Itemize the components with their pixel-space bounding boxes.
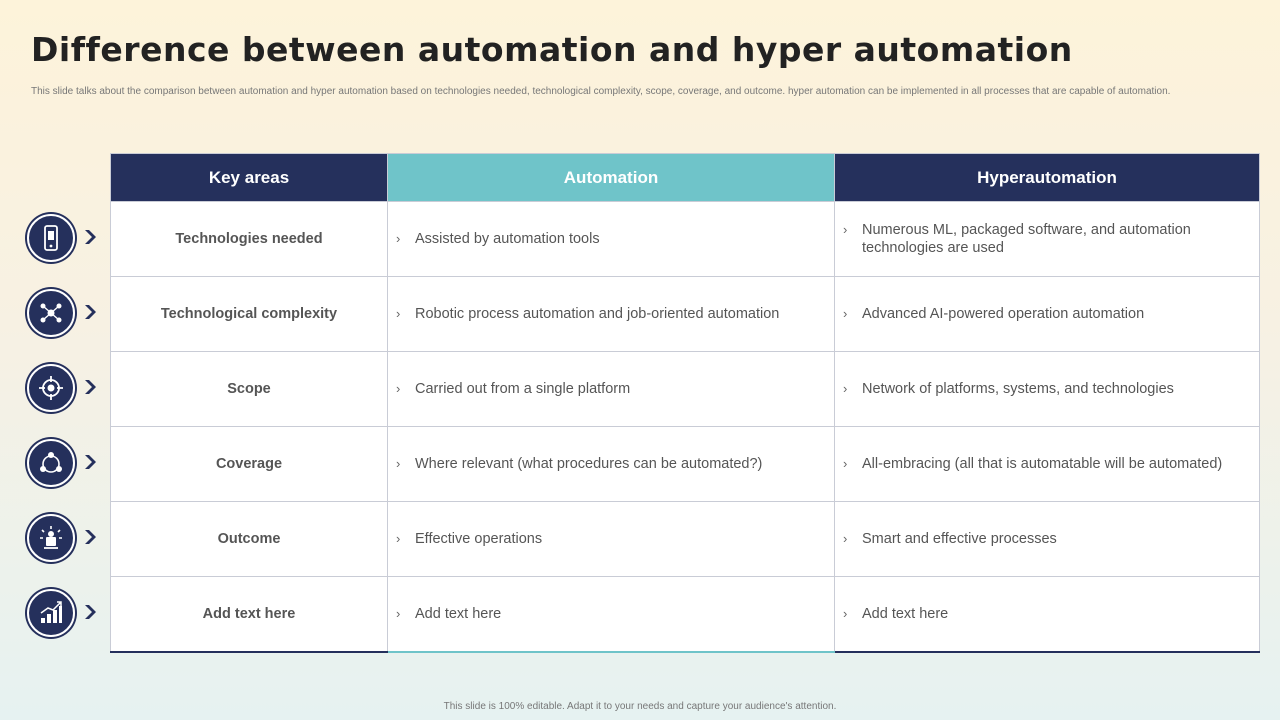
bullet-icon: › xyxy=(396,531,401,546)
hyperautomation-cell xyxy=(835,577,1260,653)
automation-text: Where relevant (what procedures can be automated?) xyxy=(415,456,763,472)
header-automation: Automation xyxy=(388,154,835,202)
chevron-right-icon xyxy=(83,379,97,395)
hyperautomation-cell xyxy=(835,202,1260,277)
page-title: Difference between automation and hyper automation xyxy=(31,30,1073,69)
hyperautomation-cell xyxy=(835,352,1260,427)
mobile-app-icon xyxy=(27,214,75,262)
table-row xyxy=(111,277,1260,352)
hyperautomation-cell xyxy=(835,277,1260,352)
icon-row xyxy=(25,200,105,275)
table-row xyxy=(111,352,1260,427)
automation-cell xyxy=(388,427,835,502)
icon-row xyxy=(25,575,105,650)
bullet-icon: › xyxy=(843,531,848,546)
key-area-cell: Add text here xyxy=(111,577,388,653)
comparison-table xyxy=(110,153,1260,653)
automation-text: Add text here xyxy=(415,606,502,622)
page-subtitle: This slide talks about the comparison between automation and hyper automation based on technologies needed, technological complexity, scope, coverage, and outcome. hyper automation can be implemented in all processes that are capable of automation. xyxy=(31,86,1171,97)
icon-row xyxy=(25,500,105,575)
bullet-icon: › xyxy=(396,381,401,396)
chevron-right-icon xyxy=(83,604,97,620)
hyperautomation-text: Numerous ML, packaged software, and automation technologies are used xyxy=(862,222,1191,256)
icon-row xyxy=(25,275,105,350)
hyperautomation-text: Advanced AI-powered operation automation xyxy=(862,306,1145,322)
automation-text: Assisted by automation tools xyxy=(415,231,600,247)
table-row xyxy=(111,427,1260,502)
bullet-icon: › xyxy=(843,606,848,621)
key-area-cell: Technological complexity xyxy=(111,277,388,352)
hyperautomation-text: All-embracing (all that is automatable will be automated) xyxy=(862,456,1223,472)
icon-row xyxy=(25,425,105,500)
automation-text: Robotic process automation and job-oriented automation xyxy=(415,306,780,322)
hyperautomation-cell xyxy=(835,427,1260,502)
icon-row xyxy=(25,350,105,425)
bullet-icon: › xyxy=(843,381,848,396)
automation-text: Carried out from a single platform xyxy=(415,381,631,397)
table-row xyxy=(111,502,1260,577)
connected-nodes-icon xyxy=(27,439,75,487)
bullet-icon: › xyxy=(843,222,848,237)
chevron-right-icon xyxy=(83,529,97,545)
automation-cell xyxy=(388,352,835,427)
growth-chart-icon xyxy=(27,589,75,637)
automation-cell xyxy=(388,202,835,277)
key-area-cell: Technologies needed xyxy=(111,202,388,277)
automation-text: Effective operations xyxy=(415,531,543,547)
bullet-icon: › xyxy=(843,306,848,321)
chevron-right-icon xyxy=(83,304,97,320)
bullet-icon: › xyxy=(396,606,401,621)
key-area-cell: Outcome xyxy=(111,502,388,577)
hyperautomation-text: Network of platforms, systems, and technologies xyxy=(862,381,1174,397)
hyperautomation-text: Add text here xyxy=(862,606,949,622)
target-icon xyxy=(27,364,75,412)
header-key-areas: Key areas xyxy=(111,154,388,202)
key-area-cell: Scope xyxy=(111,352,388,427)
table-row xyxy=(111,577,1260,653)
table-header-row xyxy=(111,154,1260,202)
hyperautomation-text: Smart and effective processes xyxy=(862,531,1057,547)
key-area-cell: Coverage xyxy=(111,427,388,502)
bullet-icon: › xyxy=(396,306,401,321)
chevron-right-icon xyxy=(83,229,97,245)
bullet-icon: › xyxy=(396,456,401,471)
footer-note: This slide is 100% editable. Adapt it to your needs and capture your audience's attention. xyxy=(443,701,837,712)
automation-cell xyxy=(388,577,835,653)
network-hub-icon xyxy=(27,289,75,337)
bullet-icon: › xyxy=(843,456,848,471)
table-row xyxy=(111,202,1260,277)
hyperautomation-cell xyxy=(835,502,1260,577)
outcome-burst-icon xyxy=(27,514,75,562)
chevron-right-icon xyxy=(83,454,97,470)
row-icons xyxy=(25,200,105,650)
automation-cell xyxy=(388,277,835,352)
bullet-icon: › xyxy=(396,231,401,246)
header-hyperautomation: Hyperautomation xyxy=(835,154,1260,202)
automation-cell xyxy=(388,502,835,577)
